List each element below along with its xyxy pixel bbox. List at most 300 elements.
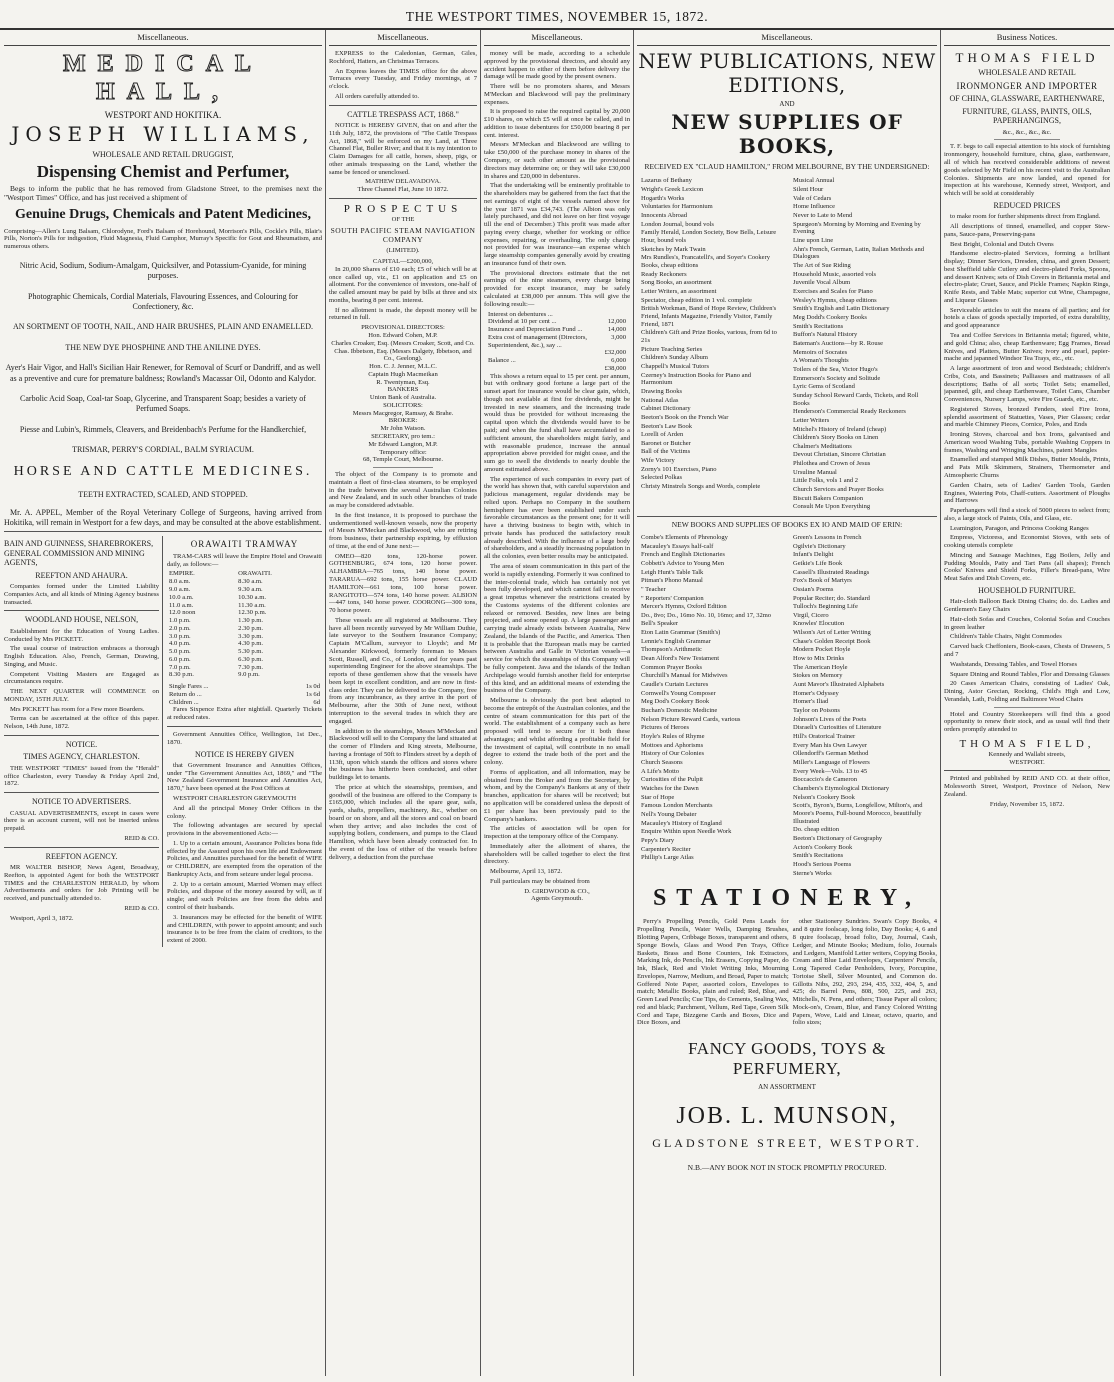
earnings-row: [484, 334, 630, 350]
book-item: Ahn's French, German, Latin, Italian Methods and Dialogues: [793, 245, 924, 261]
woodland-p2: The usual course of instruction embraces a thorough English Education. Also, French, German, Drawing, Singing, and Music.: [4, 645, 159, 668]
medical-hall-title: MEDICAL HALL,: [62, 51, 263, 106]
book-item: British Workman, Band of Hope Review, Children's Friend, Infants Magazine, Friendly Visitor, Family Friend, 1871: [641, 305, 777, 328]
reefton-agency-title: REEFTON AGENCY.: [45, 851, 118, 861]
earnings-amount: 12,000: [607, 318, 626, 326]
orawaiti-time: 10.30 a.m.: [238, 593, 266, 601]
book-item: Beeton's Law Book: [641, 422, 692, 430]
ayer-text: Ayer's Hair Vigor, and Hall's Sicilian Hair Renewer, for Removal of Scurf or Dandriff, and as well as a preventive and cure for premature baldness; Rowland's Macassar Oil, Odonto and Kalydor.: [5, 363, 321, 383]
book-item: " Teacher: [641, 585, 666, 593]
book-item: Meg Dod's Cookery Book: [641, 698, 710, 706]
stock-item: Registered Stoves, bronzed Fenders, steel Fire Irons, splendid assortment of Statuettes, Vases, Pier Glasses; cedar and marble Chimney Pieces, Cornice, Poles, and Ends: [944, 405, 1110, 429]
cattle-title: CATTLE TRESPASS ACT, 1868.": [347, 109, 459, 119]
field-westport: WESTPORT.: [1009, 758, 1045, 766]
books-list-a: [637, 177, 785, 512]
book-item: Musical Annual: [793, 177, 835, 185]
empire-time: 10.0 a.m.: [169, 593, 194, 601]
orawaiti-time: 5.30 p.m.: [238, 648, 264, 656]
gov-item: 3. Insurances may be effected for the benefit of WIFE and CHILDREN, with power to appoint amount; and such insurance is to be free from the claim of creditors, to the extent of 2000.: [167, 913, 322, 945]
secretary-name: Mr Edward Langton, M.P.: [368, 440, 438, 448]
book-item: Czerney's Instruction Books for Piano and Harmonium: [641, 371, 752, 387]
divider: [944, 770, 1110, 771]
stock-item: Best Bright, Colonial and Dutch Ovens: [950, 240, 1054, 248]
intro-text: Begs to inform the public that he has removed from Gladstone Street, to the premises next the "Westport Times" Office, and has just received a shipment of: [4, 184, 322, 203]
column-prospectus: [329, 30, 477, 1376]
comprising-text: Comprising—Allen's Lung Balsam, Chlorodyne, Ford's Balsam of Horehound, Morrison's Pills, Cockle's Pills, Blair's Pills, Norton's Pills for indigestion, Fluid Magnesia, Fluid Camphor, Murray's Specific for Gout and Rheumatism, and numerous others.: [4, 227, 322, 251]
book-item: Wilson's Art of Letter Writing: [793, 629, 871, 637]
p10: Melbourne is obviously the port best adapted to become the entrepôt of the Australian colonies, and the centre of steam communication for this part of the world. The establishment of a company such as here proposed will tend to secure for it both these advantages; and whilst affording a profitable field for the investment of capital, will contribute in no small degree to extend the trade both of the port and the colony.: [484, 697, 630, 767]
book-item: Do., 8vo; Do., 16mo No. 10, 16mo; and 17, 32mo: [641, 611, 771, 619]
p5: That the undertaking will be eminently profitable to the shareholders may be gathered from the fact that the net earnings of eight of the vessels named above for the year 1871 was £34,743. (The Albion was only lately purchased, and did not leave on her first voyage till the end of December.) This profit was made after paying every charge, whether for working or office expenses, repairing, or overhauling. The only charge not provided for was insurance—an expense which large steamship companies generally avoid by creating an insurance fund of their own.: [484, 182, 630, 267]
book-item: Tulloch's Beginning Life: [793, 603, 858, 611]
book-item: Devout Christian, Sincere Christian: [793, 451, 886, 459]
hotel-text: Hotel and Country Storekeepers will find this a good opportunity to renew their stock, and as usual will find their orders promptly attended to: [944, 710, 1110, 734]
book-item: Geikie's Life Book: [793, 559, 843, 567]
timetable-row: [167, 640, 322, 648]
orawaiti-time: 1.30 p.m.: [238, 617, 264, 625]
price-text: The price at which the steamships, premises, and goodwill of the business are offered to the Company is £165,000, which includes all the spare gear, sails, yards, shafts, propellers, machinery, &c., whether on board or on shore, and all the stores and coal on board when they arrive; and also includes the cost of supplying boilers, condensers, and pumps to the Claud Hamilton, which have been already contracted for. In the event of the loss of either of the vessels before delivery, a deduction from the purchase: [329, 783, 477, 861]
book-item: Emmerson's Society and Solitude: [793, 374, 881, 382]
stock-item: Leamington, Paragon, and Princess Cooking Ranges: [950, 524, 1089, 532]
furniture-item: Washstands, Dressing Tables, and Towel Horses: [950, 660, 1078, 668]
book-item: Caudle's Curtain Lectures: [641, 681, 709, 689]
column-divider: [940, 30, 941, 1376]
empire-time: 7.0 p.m.: [169, 663, 191, 671]
book-item: Common Prayer Books: [641, 663, 703, 671]
nitric-acid-text: Nitric Acid, Sodium, Sodium-Amalgam, Quicksilver, and Potassium-Cyanide, for mining purposes.: [19, 260, 307, 281]
directors-title: PROVISIONAL DIRECTORS:: [361, 324, 445, 332]
book-item: Ogilvie's Dictionary: [793, 542, 846, 550]
book-item: Ursuline Manual: [793, 468, 837, 476]
munson-title: JOB. L. MUNSON,: [676, 1102, 898, 1129]
orawaiti-time: 11.30 a.m.: [238, 601, 266, 609]
earnings-label: Interest on debentures ...: [488, 310, 553, 318]
tramway-body: TRAM-CARS will leave the Empire Hotel and Orawaiti daily, as follows:—: [167, 552, 322, 568]
book-item: A Life's Motto: [641, 767, 680, 775]
p1: money will be made, according to a schedule approved by the provisional directors, and should any accident happen to either of them before delivery the damage will be made good by the present owners.: [484, 50, 630, 81]
book-item: Combe's Elements of Phrenology: [641, 533, 728, 541]
book-item: Watches for the Dawn: [641, 784, 699, 792]
express-text-2: An Express leaves the TIMES office for the above Terraces every Tuesday, and Friday mornings, at 7 o'clock.: [329, 67, 477, 91]
fare-amount: 6d: [313, 698, 320, 706]
book-item: Exercises and Scales for Piano: [793, 288, 873, 296]
book-item: Line upon Line: [793, 237, 834, 245]
fancy-goods-title: FANCY GOODS, TOYS & PERFUMERY,: [688, 1039, 886, 1079]
empire-time: 1.0 p.m.: [169, 617, 191, 625]
book-item: Homer's Iliad: [793, 698, 829, 706]
book-item: Popular Reciter; do. Standard: [793, 594, 870, 602]
book-item: Do. cheap edition: [793, 826, 840, 834]
express-text-3: All orders carefully attended to.: [335, 92, 420, 100]
fare-row: [167, 691, 322, 699]
fare-row: [167, 683, 322, 691]
column-divider: [480, 30, 481, 1376]
col1-right-sub: [167, 536, 322, 947]
woodland-body: Establishment for the Education of Young Ladies. Conducted by Mrs PICKETT.: [4, 627, 159, 643]
director-name: Hon. C. J. Jenner, M.L.C.: [369, 363, 437, 371]
book-item: Nelson's Cookery Book: [793, 793, 855, 801]
book-item: Drawing Books: [641, 387, 682, 395]
book-item: Cassell's Illustrated Readings: [793, 568, 870, 576]
book-item: " Reporters' Companion: [641, 594, 704, 602]
orawaiti-time: 2.30 p.m.: [238, 624, 264, 632]
gov-places: WESTPORT CHARLESTON GREYMOUTH: [173, 795, 297, 803]
new-publications-title: NEW PUBLICATIONS, NEW EDITIONS,: [638, 49, 936, 97]
earnings-row: [484, 326, 630, 334]
book-item: Lennie's English Grammar: [641, 637, 711, 645]
tramway-title: ORAWAITI TRAMWAY: [190, 539, 299, 550]
column-divider: [633, 30, 634, 1376]
genuine-drugs-title: Genuine Drugs, Chemicals and Patent Medicines,: [15, 207, 311, 223]
book-item: Children's Story Books on Linen: [793, 434, 879, 442]
earnings-amount: 14,000: [607, 326, 626, 334]
prospectus-title: PROSPECTUS: [343, 202, 463, 215]
dye-text: THE NEW DYE PHOSPHINE AND THE ANILINE DYES.: [65, 342, 261, 352]
westport-date: Westport, April 3, 1872.: [10, 914, 74, 922]
p11: Forms of application, and all information, may be obtained from the Broker and from the Secretary, by whom, and by the Company's Bankers at any of their branches, application for shares will be received; but no application will be considered unless the deposit of £1 per share has been previously paid to the Company's bankers.: [484, 768, 630, 823]
divider: [4, 735, 159, 736]
book-item: Infant's Delight: [793, 551, 834, 559]
book-item: Knowles' Elocution: [793, 620, 845, 628]
timetable-row: [167, 586, 322, 594]
book-item: Acton's Cookery Book: [793, 843, 853, 851]
book-item: Children's Gift and Prize Books, various, from 6d to 21s: [641, 329, 777, 344]
cattle-date: Three Channel Flat, June 10 1872.: [357, 186, 449, 194]
earnings-table: [484, 311, 630, 373]
field-address: Kennedy and Wallabi streets,: [988, 750, 1066, 758]
divider: [167, 726, 322, 727]
book-item: Toilers of the Sea, Victor Hugo's: [793, 365, 878, 373]
furniture-item: Carved back Cheffoniers, Book-cases, Chests of Drawers, 5 and 7: [944, 643, 1110, 658]
book-item: Chappell's Musical Tutors: [641, 362, 709, 370]
book-item: Smith's Recitations: [793, 852, 844, 860]
book-item: Sketches by Mark Twain: [641, 245, 706, 253]
woodland-p4: THE NEXT QUARTER will COMMENCE on MONDAY, 15TH JULY.: [4, 688, 159, 703]
book-item: Memoirs of Socrates: [793, 348, 848, 356]
stationery-text: [637, 918, 937, 1029]
solicitors-name: Messrs Macgregor, Ramsay, & Brahe.: [352, 409, 454, 417]
furniture-item: 20 Cases American Chairs, consisting of Ladies' Oak, Dining, Astor Grecian, Rocking, Child's High and Low, Verandah, Lath, Folding and Baltimore Wood Chairs: [944, 680, 1110, 703]
p6: The provisional directors estimate that the net earnings of the nine steamers, every charge being provided for except insurance, may be safely calculated at £38,000 per annum. This will give the following result:—: [484, 269, 630, 308]
timetable-row: [167, 617, 322, 625]
notice-title: NOTICE.: [65, 739, 98, 749]
bain-location: REEFTON AND AHAURA.: [35, 570, 128, 580]
column-sub-split: [4, 536, 322, 947]
field-body: T. F. begs to call especial attention to his stock of furnishing ironmongery, household furniture, china, glass, earthenware, all of which has received considerable additions of newest goods selected by Mr Field on his recent visit to the Australian Colonies. Shipments are now landed, and opened for inspection at his warehouse, Kennedy street, Westport, and which will be sold at considerably: [944, 143, 1110, 198]
earnings-row: [484, 311, 630, 319]
column-divider: [325, 30, 326, 1376]
book-item: A Woman's Thoughts: [793, 357, 849, 365]
cattle-notice: NOTICE is HEREBY GIVEN, that on and after the 11th July, 1872, the provisions of "The Cattle Trespass Act, 1868," will be enforced on my Land, at Three Channel Flat, Buller River; and that it is my intention to Claim Damages for all cattle, horses, sheep, pigs, or other animals trespassing on the Land, whether the same be fenced or unenclosed.: [329, 122, 477, 176]
earnings-label: Insurance and Depreciation Fund ...: [488, 326, 583, 334]
book-item: Stokes on Memory: [793, 672, 843, 680]
book-item: Carpenter's Reciter: [641, 845, 691, 853]
orawaiti-time: 8.30 a.m.: [238, 578, 263, 586]
book-item: Famous London Merchants: [641, 802, 713, 810]
director-name: Captain Hugh Macmeikan: [368, 370, 438, 378]
book-item: Beeton's Book on the French War: [641, 413, 729, 421]
book-item: Dean Alford's New Testament: [641, 655, 720, 663]
p7: This shows a return equal to 15 per cent. per annum, but with ordinary good fortune a large part of the sunset apart for insurance would be clear gain, which, though not available at first for dividends, might be invested in new steamers, and the increasing trade would thus be provided for without increasing the capital upon which the dividends would have to be paid; and when the fund shall have accumulated to a sufficient amount, the shareholders might fairly, and with reasonable prudence, increase the annual appropriation above provided for might cease, and the sum go to swell the dividends to nearly double the amount estimated above.: [484, 372, 630, 473]
book-item: Pepy's Diary: [641, 836, 675, 844]
book-item: Philothea and Crown of Jesus: [793, 460, 871, 468]
book-item: Family Herald, London Society, Bow Bells, Leisure Hour, bound vols: [641, 229, 777, 245]
company-name: SOUTH PACIFIC STEAM NAVIGATION COMPANY: [330, 225, 476, 244]
book-item: Hogarth's Works: [641, 194, 685, 202]
book-item: Hoyle's Rules of Rhyme: [641, 733, 705, 741]
book-item: Children's Sunday Album: [641, 354, 708, 362]
furniture-line: FURNITURE, GLASS, PAINTS, OILS, PAPERHANGINGS,: [962, 106, 1092, 126]
timetable-row: [167, 602, 322, 610]
gov-body: that Government Insurance and Annuities Offices, under "The Government Annuities Act, 1869," and "The New Zealand Government Insurance and Annuities Act, 1870," have been opened at the Post Offices at: [167, 761, 322, 793]
books-list-1: [637, 177, 937, 512]
book-item: The Art of Sue Riding: [793, 262, 851, 270]
column-prospectus-cont: [484, 30, 630, 1376]
trismar-text: TRISMAR, PERRY'S CORDIAL, BALM SYRIACUM.: [72, 445, 254, 455]
book-item: Baronet or Butcher: [641, 439, 691, 447]
book-item: Consult Me Upon Everything: [793, 503, 871, 511]
book-item: Hill's Oratorical Trainer: [793, 733, 856, 741]
fare-label: Single Fares ...: [169, 683, 209, 691]
divider: [637, 516, 937, 517]
books-list-c: [637, 534, 785, 878]
book-item: Bateman's Auctions—by R. Rouse: [793, 339, 884, 347]
woodland-p6: Terms can be ascertained at the office of this paper. Nelson, 14th June, 1872.: [4, 715, 159, 731]
household-title: HOUSEHOLD FURNITURE.: [978, 585, 1076, 595]
book-item: Mottoes and Aphorisms: [641, 741, 704, 749]
orawaiti-time: 3.30 p.m.: [238, 632, 264, 640]
book-item: Eton Latin Grammar (Smith's): [641, 629, 721, 637]
bishop-text: MR WALTER BISHOP, News Agent, Broadway, Reefton, is appointed Agent for both the WESTPORT TIMES and the CHARLESTON HERALD, by whom Advertisements and orders for Job Printing will be received, and punctually attended to.: [4, 864, 159, 903]
reid-signature-2: REID & CO.: [124, 904, 159, 912]
book-item: Nelson Picture Reward Cards, various: [641, 715, 741, 723]
director-name: Hon. Edward Cohen, M.P.: [368, 332, 438, 340]
woodland-p3: Competent Visiting Masters are Engaged as circumstances require.: [4, 670, 159, 686]
stock-item: Tea and Coffee Services in Britannia metal; figured, white, and gold China; also, cheap Earthenware; Egg Frames, Bread Knives, and Platters, Butter Knives; ivory and pearl, papier-mache and japanned Windsor Tea Trays, etc., etc.: [944, 331, 1110, 363]
book-item: Mrs Rundles's, Francatelli's, and Soyer's Cookery Books, cheap editions: [641, 254, 770, 270]
director-name: R. Twentyman, Esq.: [376, 378, 430, 386]
book-item: How to Mix Drinks: [793, 655, 845, 663]
girdwood-signature-2: Agents Greymouth.: [530, 895, 583, 903]
reduced-prices: REDUCED PRICES: [993, 200, 1061, 210]
stock-item: Handsome electro-plated Services, forming a brilliant display; Dinner Services, Dresden, china, and green Dessert; best Sheffield table Cutlery and electro-plated Forks, Spoons, and dessert Knives; sets of Dish Covers in Britannia metal and electro-plate; Cruet, Sauce, and Pickle Frames; Napkin Rings, Knife Rests, and Table Mats; superior cut Wine, Champagne, and Liqueur Glasses: [944, 250, 1110, 304]
temp-office-address: 68, Temple Court, Melbourne.: [363, 456, 443, 464]
fare-label: Children ...: [169, 698, 199, 706]
stationery-b: other Stationery Sundries. Swan's Copy Books, 4 and 8 quire foolscap, long folio, Day Books; 4, 6 and 8 quire foolscap, broad folio, Day, Journal, Cash, Ledger, and Minute Books; Medium, folio, Journals and Ledgers, Manifold Letter writers, Copying Books, Cream and Blue Laid Envelopes, Carpenters' Pencils, Long Tapered Cedar Penholders, Ivory, Porcupine, Tortoise Shell, Silver Mounted, and Common do. Gillotts Nibs, 292, 293, 294, 435, 332, 404, 5, and 425; do Barrel Pens, 808, 500, 225, and 263, Mitchells, N. Pens, and others; Tissue Paper all colors; Mock-on's, Cream, Blue, and Fancy Colored Writing Papers, Wove, Laid and Linear, octavo, quarto, and folio sizes;: [792, 918, 937, 1027]
empire-time: 5.0 p.m.: [169, 648, 191, 656]
book-item: Green's Lessons in French: [793, 533, 862, 541]
fare-label: Return do ...: [169, 690, 202, 698]
empire-time: 12.0 noon: [169, 609, 196, 617]
gov-items-list: [167, 840, 322, 945]
ironmonger-line: IRONMONGER AND IMPORTER: [956, 80, 1098, 91]
bankers-title: BANKERS: [387, 386, 419, 394]
empire-time: 8.0 a.m.: [169, 578, 191, 586]
and-text: AND: [779, 100, 795, 109]
book-item: Home Influence: [793, 203, 836, 211]
bank-name: Union Bank of Australia.: [369, 394, 437, 402]
books-list-d: [789, 534, 937, 878]
secretary-title: SECRETARY, pro tem.:: [371, 432, 435, 440]
erin-title: NEW BOOKS AND SUPPLIES OF BOOKS EX IO AND MAID OF ERIN:: [671, 520, 903, 530]
stationery-a: Perry's Propelling Pencils, Gold Pens Leads for Propelling Pencils, Water Wells, Damping Brushes, Blotting Papers, Cribbage Boxes, transparent and others, Sponge Bowls, Glass and Wood Pen Trays, Office Baskets, Brass and Bone Counters, Ink Extractors, Marking Ink, do Pencils, Ink Erasers, Copying Paper, do Ink, Black, Red and Violet Writing Inks, Mourning Envelopes, Narrow, Medium, and Broad, Paper to match; Goffered Note Paper, assorted colors, Envelopes to match; Metallic Books, plain and ruled; Red, Blue, and Green Lead Pencils; Cue Tips, do Cements, Sealing Wax, red and black; Parchment, Vellum, Red Tape, Green Silk Cord and Tape, Bizzgene Cards and Boxes, Dice and Dice Boxes, and: [637, 918, 789, 1027]
book-item: Silent Hour: [793, 186, 824, 194]
book-item: The American Hoyle: [793, 663, 848, 671]
masthead: [0, 4, 1114, 30]
temp-office-title: Temporary office:: [379, 448, 427, 456]
newspaper-title: THE WESTPORT TIMES, NOVEMBER 15, 1872.: [405, 9, 709, 24]
orawaiti-time: 12.30 p.m.: [238, 609, 267, 617]
book-item: Never to Late to Mend: [793, 212, 853, 220]
orawaiti-time: 9.30 a.m.: [238, 585, 263, 593]
p12: The articles of association will be open for inspection at the temporary office of the Company.: [484, 825, 630, 841]
book-item: Bell's Speaker: [641, 620, 679, 628]
p9: The area of steam communication in this part of the world is rapidly extending. Formerly it was confined to the inter-colonial trade, which has certainly not yet been fully developed, and which cannot fail to receive a great impetus whenever the restrictions created by the Customs systems of the different colonies are relaxed or removed. Besides, new lines are being projected, and some opened up. A large passenger and carrying trade already exists between Australia, New Zealand, the Islands of the Pacific, and America. Then it is probable that the European mails may be carried between Australia and Galle in Victorian vessels—a service for which the steamships of this Company will be fully competent. Java and the islands of the Indian Archipelago would furnish another field for enterprise of this kind, and an additional means of extending the business of the Company.: [484, 563, 630, 695]
furniture-item: Children's Table Chairs, Night Commodes: [950, 633, 1062, 641]
book-item: Nell's Young Debater: [641, 810, 697, 818]
piesse-text: Piesse and Lubin's, Rimmels, Cleavers, and Breidenbach's Perfume for the Handkerchief,: [19, 424, 307, 434]
furniture-items-list: [944, 598, 1110, 703]
earnings-label: Extra cost of management (Directors, Superintendent, &c.), say ...: [488, 333, 588, 349]
surveyed-text: These vessels are all registered at Melbourne. They have all been recently surveyed by Mr William Duthie, late surveyor to the Southern Insurance Company; Captain M'Callum, surveyor to Lloyds'; and Mr Alexander Kirkwood, formerly foreman to Messrs Scott, Russell, and Co., of London, and for years past superintending Engineer for the above steamships. The reports of these gentlemen show that the vessels have been kept in excellent condition, and are now in first-class order. They can be delivered to the Company, free from any incumbrance, as they arrive in the port of Melbourne, after the 30th of June next, without interruption to the several trades in which they are engaged.: [329, 616, 477, 725]
earnings-amount: £32,000: [604, 349, 626, 357]
book-item: Chambers's Etymological Dictionary: [793, 784, 890, 792]
orawaiti-time: 7.30 p.m.: [238, 663, 264, 671]
ships-text: OMEO—820 tons, 120-horse power. GOTHENBURG, 674 tons, 120 horse power. ALHAMBRA—765 tons, 140 horse power. TARARUA—692 tons, 155 horse power. CLAUD HAMILTON—661 tons, 100 horse power. RANGITOTO—574 tons, 140 horse power. ALBION—447 tons, 140 horse power. COORONG—300 tons, 70 horse power.: [329, 552, 477, 615]
book-item: Fox's Book of Martyrs: [793, 577, 852, 585]
book-item: Spectator, cheap edition in 1 vol. complete: [641, 296, 752, 304]
thomas-field-signature: THOMAS FIELD,: [959, 737, 1095, 750]
brushes-text: AN SORTMENT OF TOOTH, NAIL, AND HAIR BRUSHES, PLAIN AND ENAMELLED.: [13, 322, 313, 332]
express-text: EXPRESS to the Caledonian, German, Giles, Rochford, Hatters, an Christmas Terraces.: [329, 50, 477, 65]
teeth-text: TEETH EXTRACTED, SCALED, AND STOPPED.: [78, 490, 248, 500]
book-item: French and English Dictionaries: [641, 551, 725, 559]
limited: (LIMITED).: [386, 247, 420, 255]
col1-left-sub: [4, 536, 163, 947]
empire-time: 4.0 p.m.: [169, 640, 191, 648]
book-item: Meg Dodd's Cookery Books: [793, 313, 867, 321]
book-item: Church Services and Prayer Books: [793, 486, 884, 494]
stock-item: Garden Chairs, sets of Ladies' Garden Tools, Garden Engines, Watering Pots, Chaff-cutters. Assortment of Ploughs and Harrows: [944, 481, 1110, 505]
broker-name: Mr John Watson.: [380, 425, 426, 433]
stock-item: All descriptions of tinned, enamelled, and copper Stew-pans, Sauce-pans, Preserving-pans: [944, 223, 1110, 238]
book-item: Spurgeon's Morning by Morning and Evening by Evening: [793, 220, 921, 236]
timetable-row: [167, 648, 322, 656]
book-item: Every Man his Own Lawyer: [793, 741, 868, 749]
director-name: Chas. Ibbetson, Esq. (Messrs Dalgety, Ibbetson, and Co., Geelong).: [334, 347, 472, 363]
book-item: Churchill's Manual for Midwives: [641, 672, 728, 680]
book-item: Chalmer's Meditations: [793, 442, 852, 450]
melbourne-date: Melbourne, April 13, 1872.: [490, 868, 563, 876]
earnings-amount: 6,000: [611, 357, 626, 365]
new-supplies-title: NEW SUPPLIES OF BOOKS,: [671, 110, 903, 159]
book-item: Picture Teaching Series: [641, 345, 703, 353]
book-item: Smith's Recitations: [793, 322, 844, 330]
friday-date: Friday, November 15, 1872.: [989, 800, 1065, 808]
book-item: Lazarus of Bethany: [641, 177, 692, 185]
book-item: Ready Reckoners: [641, 270, 687, 278]
book-item: Voluntaries for Harmonium: [641, 203, 713, 211]
timetable-row: [167, 625, 322, 633]
earnings-label: Dividend at 10 per cent ...: [488, 318, 557, 326]
book-item: London Journal, bound vols: [641, 220, 714, 228]
book-item: Wesley's Hymns, cheap editions: [793, 296, 877, 304]
timetable-row: [167, 578, 322, 586]
allotment-text: If no allotment is made, the deposit money will be returned in full.: [329, 306, 477, 322]
header-empire: EMPIRE.: [169, 570, 195, 578]
earnings-row: [484, 349, 630, 357]
photographic-text: Photographic Chemicals, Cordial Materials, Flavouring Essences, and Colouring for Confectionery, &c.: [28, 291, 298, 311]
book-item: Macauley's History of England: [641, 819, 722, 827]
section-heading: Miscellaneous.: [484, 30, 630, 46]
book-item: Letter Writers: [793, 416, 830, 424]
empire-time: 8.30 p.m.: [169, 671, 194, 679]
divider: [373, 467, 432, 468]
book-item: Curiosities of the Pulpit: [641, 776, 703, 784]
orawaiti-time: 9.0 p.m.: [238, 671, 260, 679]
divider: [4, 792, 159, 793]
book-item: Wife Victory: [641, 457, 675, 465]
book-item: Enquire Within upon Needle Work: [641, 828, 732, 836]
column-books: [637, 30, 937, 1376]
china-line: OF CHINA, GLASSWARE, EARTHENWARE,: [949, 94, 1105, 104]
book-item: Virgil, Cicero: [793, 611, 829, 619]
book-item: Innocents Abroad: [641, 212, 688, 220]
tramway-timetable: [167, 570, 322, 679]
broker-title: BROKER:: [388, 417, 418, 425]
first-instance-text: In the first instance, it is proposed to purchase the undermentioned well-known vessels, now the property of Messrs M'Meckan and Blackwood, who are retiring from business, their partnership expiring, by effluxion of time, at the end of June next:—: [329, 511, 477, 550]
nb-text: N.B.—ANY BOOK NOT IN STOCK PROMPTLY PROCURED.: [687, 1163, 887, 1173]
business-heading: Business Notices.: [944, 30, 1110, 46]
fare-amount: 1s 0d: [305, 683, 320, 691]
earnings-row: [484, 318, 630, 326]
wholesale-line: WHOLESALE AND RETAIL: [978, 68, 1076, 78]
stock-item: Ironing Stoves, charcoal and box Irons, galvanised and American wood Washing Tubs, portable Washing Coppers in frames, Washing and Wringing Machines, patent Mangles: [944, 431, 1110, 454]
book-item: Biscuit Bakers Companion: [793, 494, 864, 502]
book-item: Cabinet Dictionary: [641, 405, 691, 413]
stock-item: Mincing and Sausage Machines, Egg Boilers, Jelly and Pudding Moulds, Patty and Tart Pans (all shapes); French Cooks' Knives and Shield Forks, Filler's Bread-pans, Wire Meat Safes and Dish Covers, etc.: [944, 551, 1110, 583]
book-item: Vale of Cedars: [793, 194, 832, 202]
gov-p2: And all the principal Money Order Offices in the colony.: [167, 804, 322, 820]
gov-p3: The following advantages are secured by special provisions in the abovementioned Acts:—: [167, 822, 322, 838]
section-heading: Miscellaneous.: [4, 30, 322, 46]
earnings-amount: £38,000: [604, 364, 626, 372]
capital-body: In 20,000 Shares of £10 each; £5 of which will be at once called up, viz., £1 on application and £5 on allotment. For the convenience of investors, one-half of the called amount may be paid by bills at three and six months, bearing 8 per cent. interest.: [329, 265, 477, 304]
stock-item: Paperhangers will find a stock of 5000 pieces to select from; also, a large stock of Paints, Oils, and Glass, etc.: [944, 507, 1110, 522]
divider: [4, 610, 159, 611]
directors-list: [329, 332, 477, 386]
stock-item: Empress, Victoress, and Economist Stoves, with sets of cooking utensils complete: [944, 534, 1110, 550]
addition-text: In addition to the steamships, Messrs M'Meckan and Blackwood will sell to the Company the land situated at the corner of Flinders and King streets, Melbourne, having a frontage of 50ft to Flinders street by a depth of 113ft, upon which stands the offices and stores where the business has hitherto been conducted, and other buildings let to tenants.: [329, 727, 477, 782]
horse-cattle-title: HORSE AND CATTLE MEDICINES.: [13, 463, 313, 479]
times-body: THE WESTPORT "TIMES" issued from the "Herald" office Charleston, every Tuesday & Friday April 2nd, 1872.: [4, 764, 159, 788]
book-item: Macauley's Essays half-calf: [641, 542, 714, 550]
book-item: Smith's English and Latin Dictionary: [793, 305, 890, 313]
book-item: Christy Minstrels Songs and Words, complete: [641, 483, 761, 491]
timetable-row: [167, 671, 322, 679]
book-item: Wright's Greek Lexicon: [641, 186, 704, 194]
thomas-field-title: THOMAS FIELD: [955, 50, 1099, 66]
divider: [4, 847, 159, 848]
book-item: Thompson's Arithmetic: [641, 646, 702, 654]
book-item: Modern Pocket Hoyle: [793, 646, 851, 654]
book-item: Song Books, an assortment: [641, 279, 712, 287]
timetable-row: [167, 633, 322, 641]
furniture-item: Square Dining and Round Tables, Flor and Dressing Glasses: [950, 670, 1110, 678]
book-item: Mitchel's History of Ireland (cheap): [793, 425, 887, 433]
orawaiti-time: 6.30 p.m.: [238, 655, 264, 663]
book-item: History of Our Colonies: [641, 750, 705, 758]
